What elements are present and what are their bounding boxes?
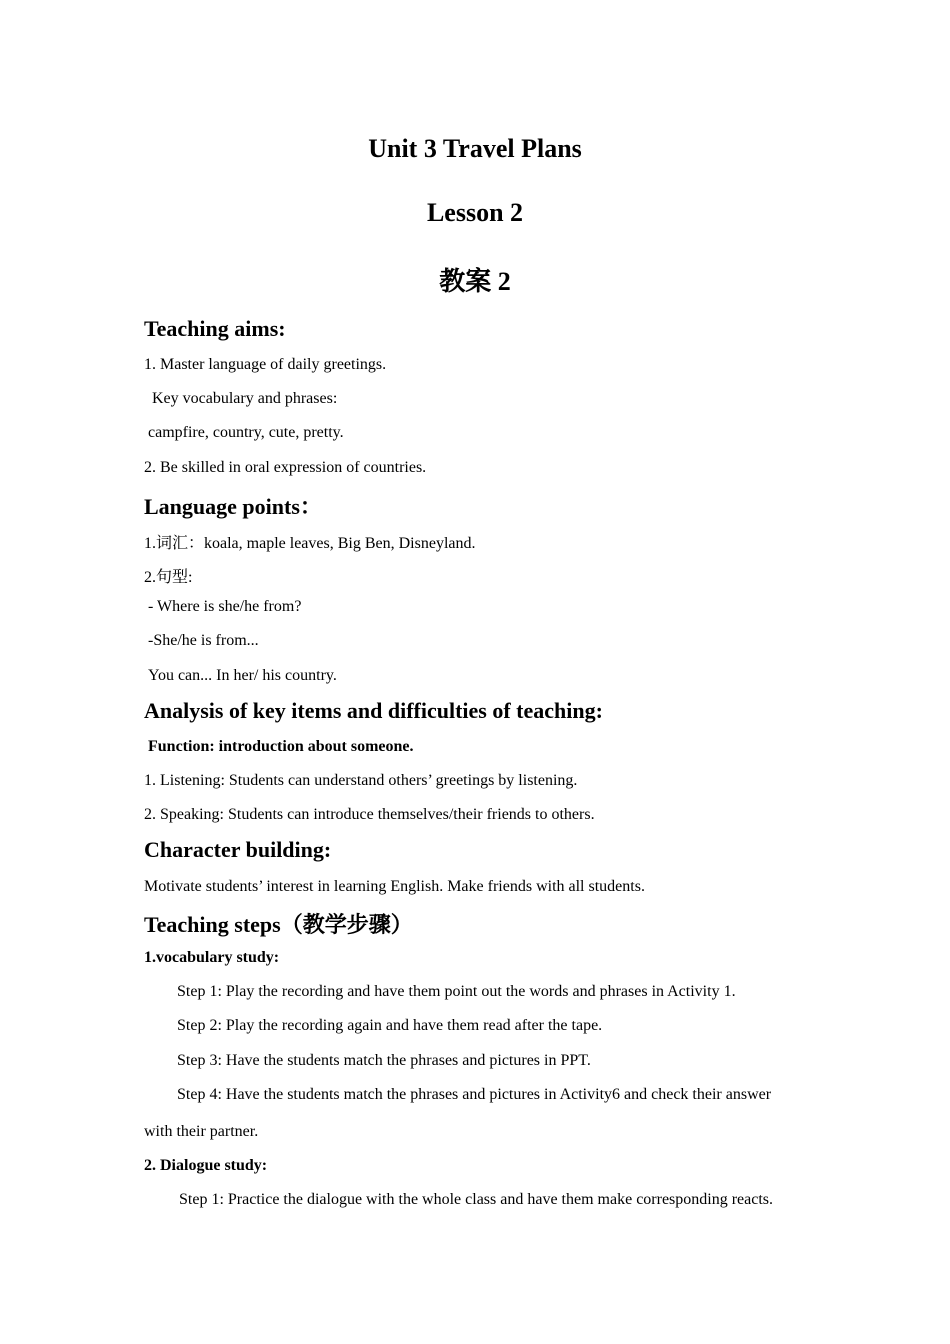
step-line: Step 1: Practice the dialogue with the whole class and have them make corresponding reacts. <box>179 1191 774 1208</box>
character-building-heading: Character building: <box>144 837 332 862</box>
analysis-line: 2. Speaking: Students can introduce themselves/their friends to others. <box>144 806 595 823</box>
document-title: Unit 3 Travel Plans <box>368 134 582 163</box>
dialogue-study-heading: 2. Dialogue study: <box>144 1157 268 1174</box>
language-point-line: 1.词汇：koala, maple leaves, Big Ben, Disneyland. <box>144 535 476 552</box>
step-line: Step 4: Have the students match the phrases and pictures in Activity6 and check their answer <box>177 1086 772 1103</box>
aim-line: Key vocabulary and phrases: <box>152 390 338 407</box>
plan-title: 教案 2 <box>439 267 511 296</box>
step-line: Step 3: Have the students match the phrases and pictures in PPT. <box>177 1052 591 1069</box>
analysis-heading: Analysis of key items and difficulties of teaching: <box>144 698 603 723</box>
vocabulary-study-heading: 1.vocabulary study: <box>144 949 280 966</box>
function-line: Function: introduction about someone. <box>148 738 414 755</box>
aim-line: 1. Master language of daily greetings. <box>144 356 387 373</box>
teaching-aims-heading: Teaching aims: <box>144 316 286 341</box>
character-line: Motivate students’ interest in learning English. Make friends with all students. <box>144 878 645 895</box>
teaching-steps-heading: Teaching steps（教学步骤） <box>144 912 413 937</box>
language-point-line: -She/he is from... <box>148 632 259 649</box>
analysis-line: 1. Listening: Students can understand others’ greetings by listening. <box>144 772 578 789</box>
aim-line: 2. Be skilled in oral expression of countries. <box>144 459 427 476</box>
language-point-line: 2.句型: <box>144 569 193 586</box>
aim-line: campfire, country, cute, pretty. <box>148 424 344 441</box>
language-point-line: - Where is she/he from? <box>148 598 302 615</box>
language-points-heading: Language points： <box>144 494 322 519</box>
step-line: Step 1: Play the recording and have them point out the words and phrases in Activity 1. <box>177 983 736 1000</box>
step-line: Step 2: Play the recording again and have them read after the tape. <box>177 1017 603 1034</box>
lesson-title: Lesson 2 <box>426 198 524 227</box>
step-line-continued: with their partner. <box>144 1123 259 1140</box>
language-point-line: You can... In her/ his country. <box>148 667 337 684</box>
